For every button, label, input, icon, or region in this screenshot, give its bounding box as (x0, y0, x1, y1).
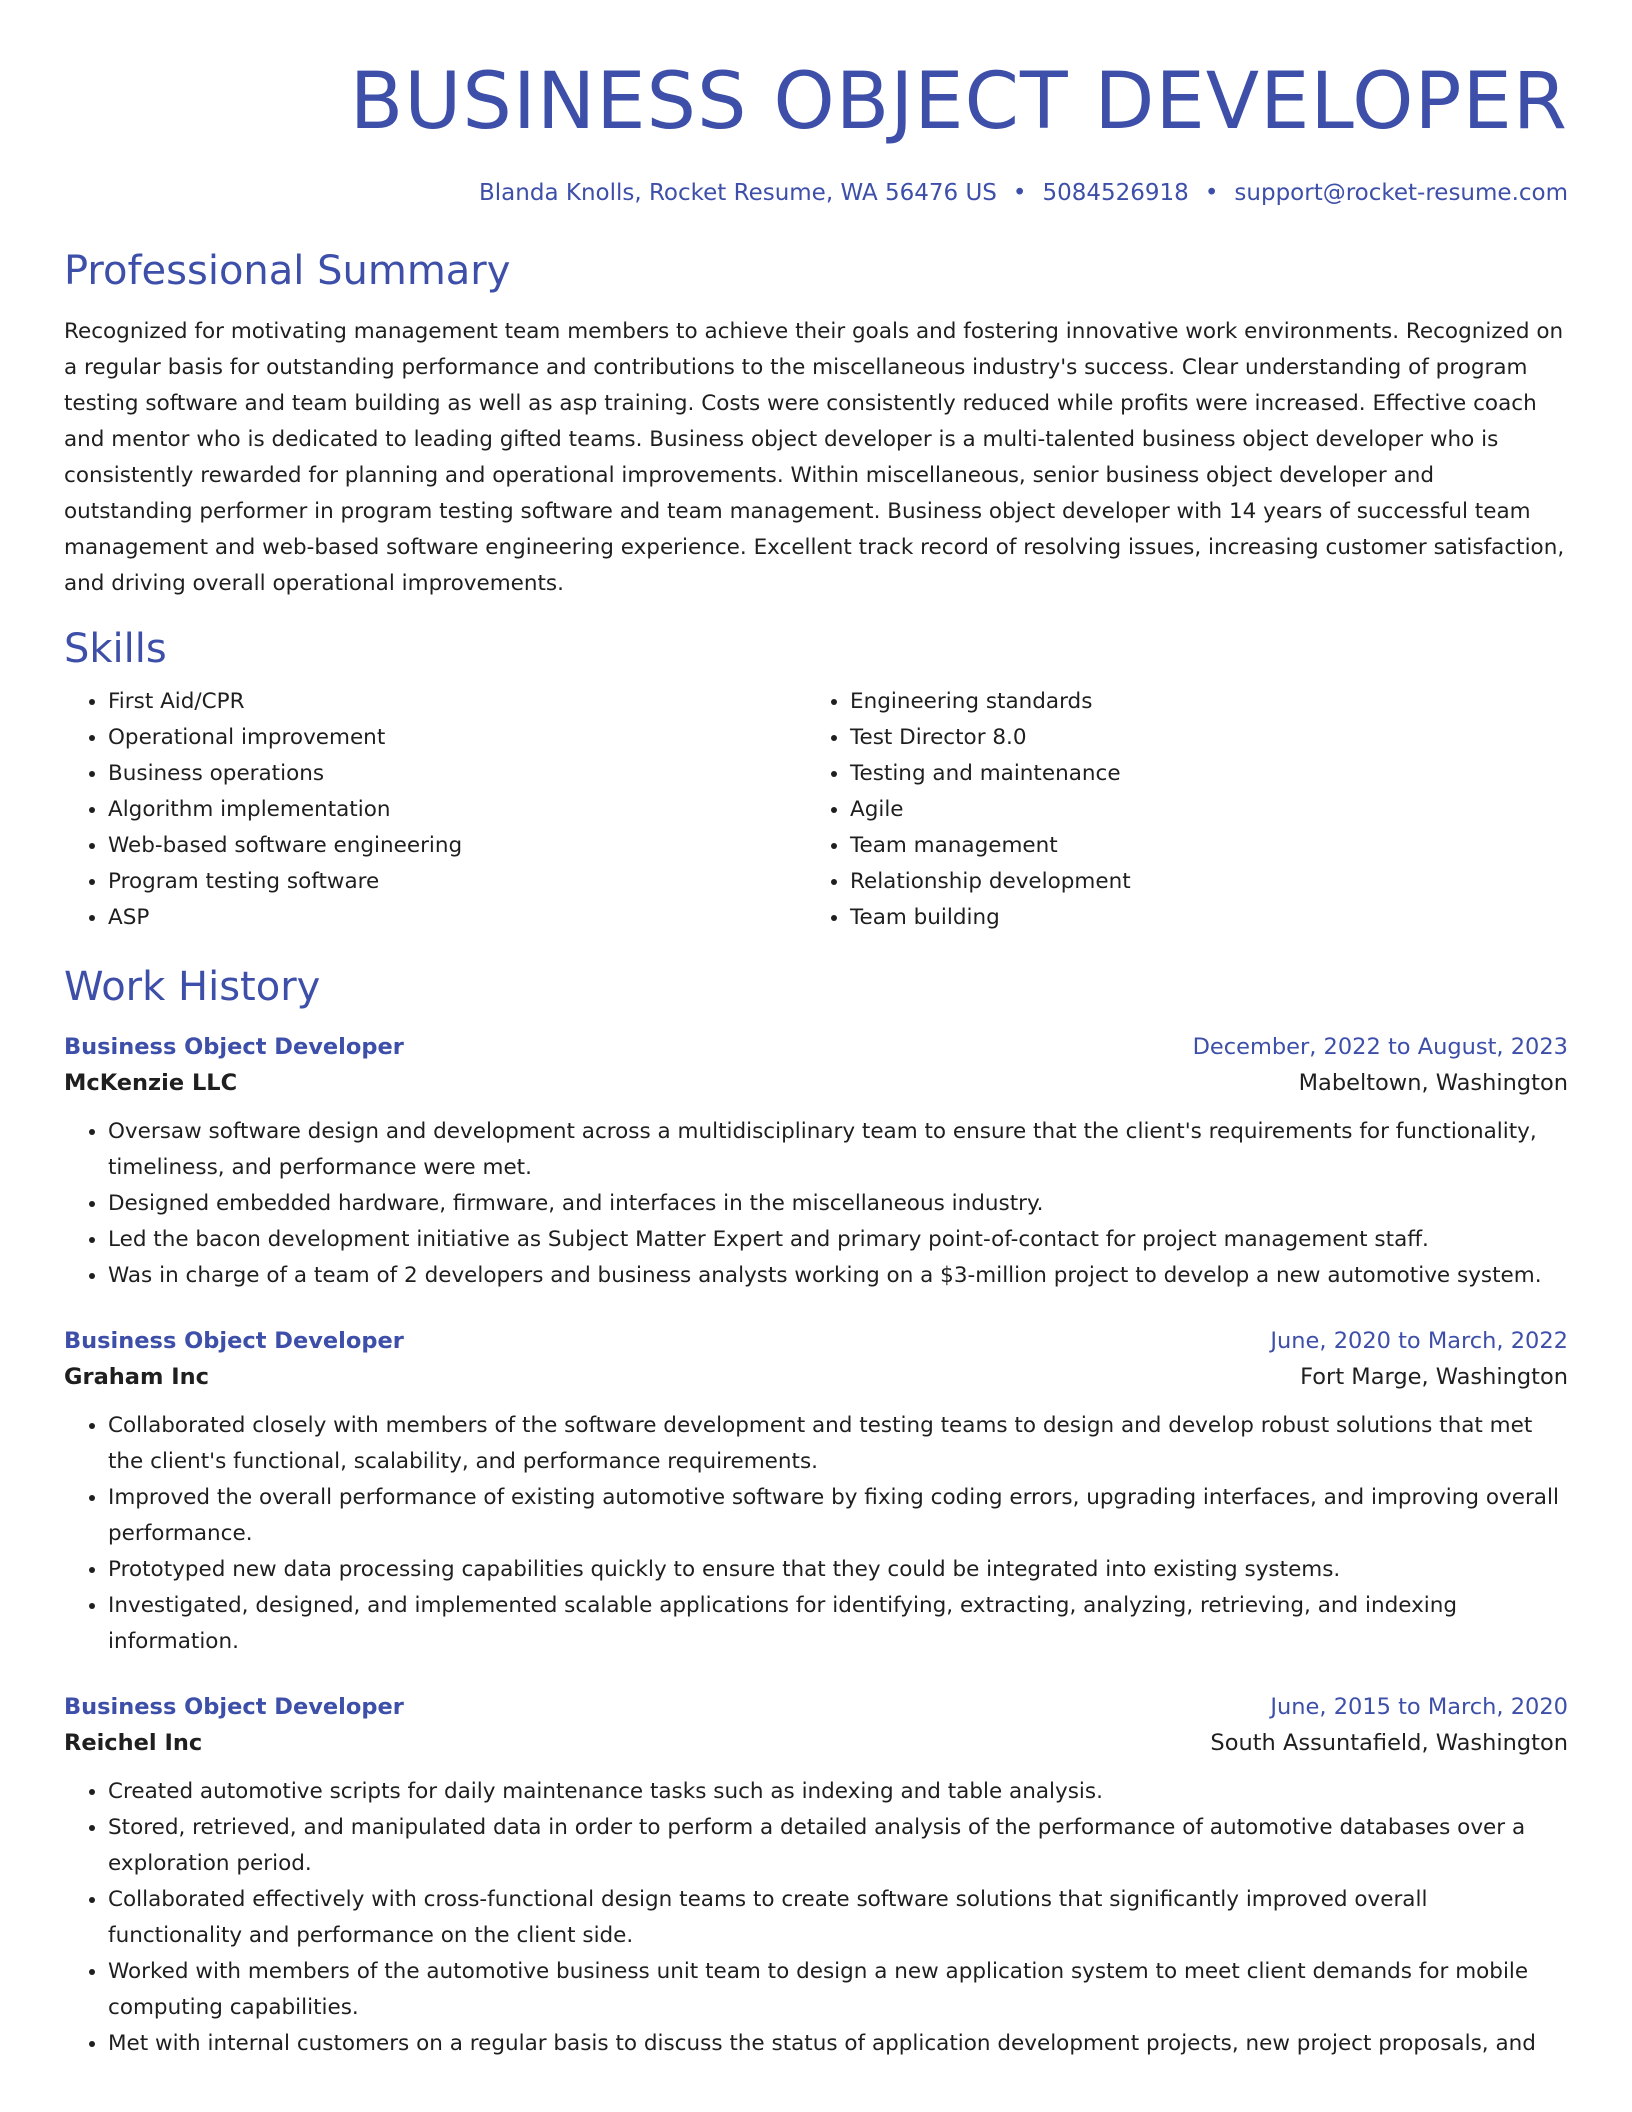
job-bullet: • Prototyped new data processing capabilities quickly to ensure that they could be integrated into existing systems. (108, 1552, 1568, 1588)
job-bullet: • Worked with members of the automotive business unit team to design a new application system to meet client demands for mobile computing capabilities. (108, 1954, 1568, 2026)
skill-item: • Engineering standards (850, 684, 1548, 720)
skill-item: • Test Director 8.0 (850, 720, 1548, 756)
skill-item: • Team building (850, 900, 1548, 936)
work-history-heading: Work History (64, 964, 321, 1010)
job-entry (64, 1690, 1568, 2062)
job-title: Business Object Developer (64, 1034, 404, 1060)
job-title: Business Object Developer (64, 1694, 404, 1720)
contact-line (64, 178, 1568, 208)
job-bullet: • Met with internal customers on a regular basis to discuss the status of application development projects, new project proposals, and (108, 2026, 1568, 2062)
skill-item: • Program testing software (108, 864, 806, 900)
skills-list (64, 684, 1568, 936)
job-header-row (64, 1324, 1568, 1358)
skills-column-right (806, 684, 1548, 936)
job-company-row (64, 1064, 1568, 1102)
job-bullet: • Designed embedded hardware, firmware, and interfaces in the miscellaneous industry. (108, 1186, 1568, 1222)
job-entry (64, 1324, 1568, 1660)
job-company: McKenzie LLC (64, 1070, 238, 1096)
skills-right-list (806, 684, 1548, 936)
job-bullet: • Improved the overall performance of existing automotive software by fixing coding errors, upgrading interfaces, and improving overall performance. (108, 1480, 1568, 1552)
contact-separator: • (1204, 180, 1219, 206)
skill-item: • Operational improvement (108, 720, 806, 756)
candidate-job-title: BUSINESS OBJECT DEVELOPER (349, 57, 1568, 147)
summary-heading: Professional Summary (64, 248, 511, 294)
job-company-row (64, 1358, 1568, 1396)
job-bullet: • Oversaw software design and development across a multidisciplinary team to ensure that the client's requirements for functionality, timeliness, and performance were met. (108, 1114, 1568, 1186)
skill-item: • Team management (850, 828, 1548, 864)
job-bullet: • Collaborated effectively with cross-functional design teams to create software solutions that significantly improved overall functionality and performance on the client side. (108, 1882, 1568, 1954)
summary-paragraph: Recognized for motivating management team members to achieve their goals and fostering innovative work environments. Recognized on a regular basis for outstanding performance and contributions to the miscellaneous industry's success. Clear understanding of program testing software and team building as well as asp training. Costs were consistently reduced while profits were increased. Effective coach and mentor who is dedicated to leading gifted teams. Business object developer is a multi-talented business object developer who is consistently rewarded for planning and operational improvements. Within miscellaneous, senior business object developer and outstanding performer in program testing software and team management. Business object developer with 14 years of successful team management and web-based software engineering experience. Excellent track record of resolving issues, increasing customer satisfaction, and driving overall operational improvements. (64, 319, 1565, 596)
contact-phone: 5084526918 (1042, 180, 1189, 206)
job-company: Reichel Inc (64, 1730, 203, 1756)
skill-item: • Relationship development (850, 864, 1548, 900)
contact-separator: • (1012, 180, 1027, 206)
skill-item: • Business operations (108, 756, 806, 792)
job-bullet: • Led the bacon development initiative as Subject Matter Expert and primary point-of-contact for project management staff. (108, 1222, 1568, 1258)
skill-item: • Testing and maintenance (850, 756, 1548, 792)
contact-email: support@rocket-resume.com (1234, 180, 1568, 206)
job-location: Fort Marge, Washington (1300, 1364, 1568, 1390)
job-dates: December, 2022 to August, 2023 (1192, 1034, 1568, 1060)
job-header-row (64, 1030, 1568, 1064)
skill-item: • First Aid/CPR (108, 684, 806, 720)
skill-item: • Algorithm implementation (108, 792, 806, 828)
job-dates: June, 2020 to March, 2022 (1270, 1328, 1568, 1354)
job-location: South Assuntafield, Washington (1210, 1730, 1568, 1756)
job-company-row (64, 1724, 1568, 1762)
job-bullet: • Collaborated closely with members of the software development and testing teams to design and develop robust solutions that met the client's functional, scalability, and performance requirements. (108, 1408, 1568, 1480)
job-entry (64, 1030, 1568, 1294)
skills-heading: Skills (64, 626, 167, 672)
skills-left-list (64, 684, 806, 936)
job-bullet: • Stored, retrieved, and manipulated data in order to perform a detailed analysis of the performance of automotive databases over a exploration period. (108, 1810, 1568, 1882)
job-bullet: • Investigated, designed, and implemented scalable applications for identifying, extracting, analyzing, retrieving, and indexing information. (108, 1588, 1568, 1660)
job-bullet: • Was in charge of a team of 2 developers and business analysts working on a $3-million project to develop a new automotive system. (108, 1258, 1568, 1294)
skills-column-left (64, 684, 806, 936)
job-company: Graham Inc (64, 1364, 209, 1390)
job-location: Mabeltown, Washington (1298, 1070, 1568, 1096)
skill-item: • Web-based software engineering (108, 828, 806, 864)
skill-item: • Agile (850, 792, 1548, 828)
job-title: Business Object Developer (64, 1328, 404, 1354)
job-bullets (64, 1774, 1568, 2062)
resume-header (64, 52, 1568, 208)
job-bullets (64, 1408, 1568, 1660)
skill-item: • ASP (108, 900, 806, 936)
job-dates: June, 2015 to March, 2020 (1270, 1694, 1568, 1720)
job-header-row (64, 1690, 1568, 1724)
job-bullet: • Created automotive scripts for daily maintenance tasks such as indexing and table analysis. (108, 1774, 1568, 1810)
job-bullets (64, 1114, 1568, 1294)
contact-address: Blanda Knolls, Rocket Resume, WA 56476 US (479, 180, 997, 206)
